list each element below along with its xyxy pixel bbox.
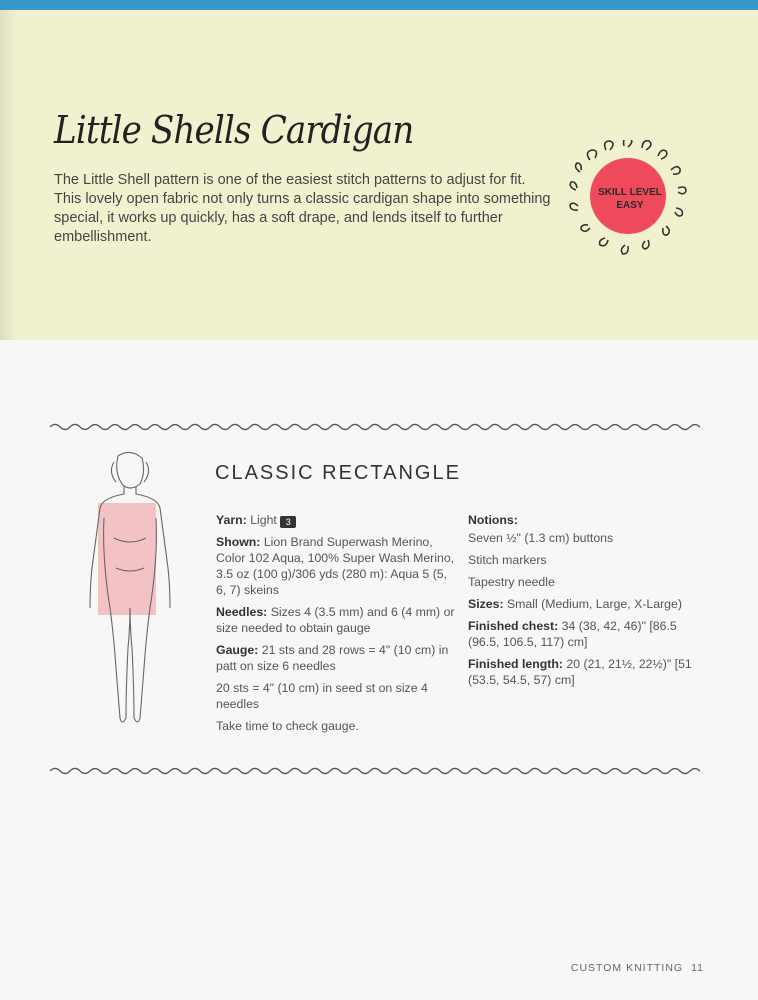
notions-label: Notions: [468, 513, 518, 527]
skill-level-text [598, 186, 662, 212]
materials-column-left [216, 512, 456, 740]
gauge-seed-line: 20 sts = 4" (10 cm) in seed st on size 4 needles [216, 681, 428, 711]
needles-line [216, 604, 456, 636]
skill-level-label: SKILL LEVEL [598, 187, 662, 198]
notion-item: Tapestry needle [468, 575, 555, 589]
garment-shape [98, 503, 156, 615]
notions-heading [468, 512, 708, 528]
skill-level-value: EASY [616, 200, 644, 211]
needles-value: Sizes 4 (3.5 mm) and 6 (4 mm) or size needed to obtain gauge [216, 605, 455, 635]
chest-line [468, 618, 708, 650]
yarn-weight-icon: 3 [280, 516, 296, 528]
top-color-strip [0, 0, 758, 10]
gauge-line [216, 642, 456, 674]
wavy-divider-top [50, 421, 700, 433]
body-silhouette-figure [70, 448, 190, 748]
needles-label: Needles: [216, 605, 268, 619]
chest-value: 34 (38, 42, 46)" [86.5 (96.5, 106.5, 117) cm] [468, 619, 677, 649]
sizes-label: Sizes: [468, 597, 504, 611]
shown-value: Lion Brand Superwash Merino, Color 102 Aqua, 100% Super Wash Merino, 3.5 oz (100 g)/306 yds (280 m): Aqua 5 (5, 6, 7) skeins [216, 535, 455, 597]
shown-label: Shown: [216, 535, 261, 549]
wavy-divider-bottom [50, 765, 700, 777]
page-number: 11 [691, 962, 704, 974]
footer-book-title: CUSTOM KNITTING [570, 962, 684, 974]
notion-item: Seven ½" (1.3 cm) buttons [468, 531, 614, 545]
gauge-label: Gauge: [216, 643, 259, 657]
intro-paragraph: The Little Shell pattern is one of the easiest stitch patterns to adjust for fit. This lovely open fabric not only turns a classic cardigan shape into something special, it works up quickly, has a soft drape, and lends itself to further embellishment. [54, 172, 551, 245]
page-footer [571, 962, 704, 974]
yarn-label: Yarn: [216, 513, 247, 527]
length-value: 20 (21, 21½, 22½)" [51 (53.5, 54.5, 57) cm] [468, 657, 692, 687]
notion-item: Stitch markers [468, 553, 547, 567]
length-label: Finished length: [468, 657, 563, 671]
section-title: CLASSIC RECTANGLE [215, 462, 461, 484]
length-line [468, 656, 708, 688]
yarn-value: Light [250, 513, 277, 527]
chest-label: Finished chest: [468, 619, 559, 633]
gauge-value: 21 sts and 28 rows = 4" (10 cm) in patt on size 6 needles [216, 643, 449, 673]
yarn-line [216, 512, 456, 528]
gauge-note: Take time to check gauge. [216, 719, 359, 733]
shown-line [216, 534, 456, 598]
page-title: Little Shells Cardigan [54, 108, 414, 152]
sizes-line [468, 596, 708, 612]
materials-column-right [468, 512, 708, 694]
sizes-value: Small (Medium, Large, X-Large) [506, 597, 682, 611]
